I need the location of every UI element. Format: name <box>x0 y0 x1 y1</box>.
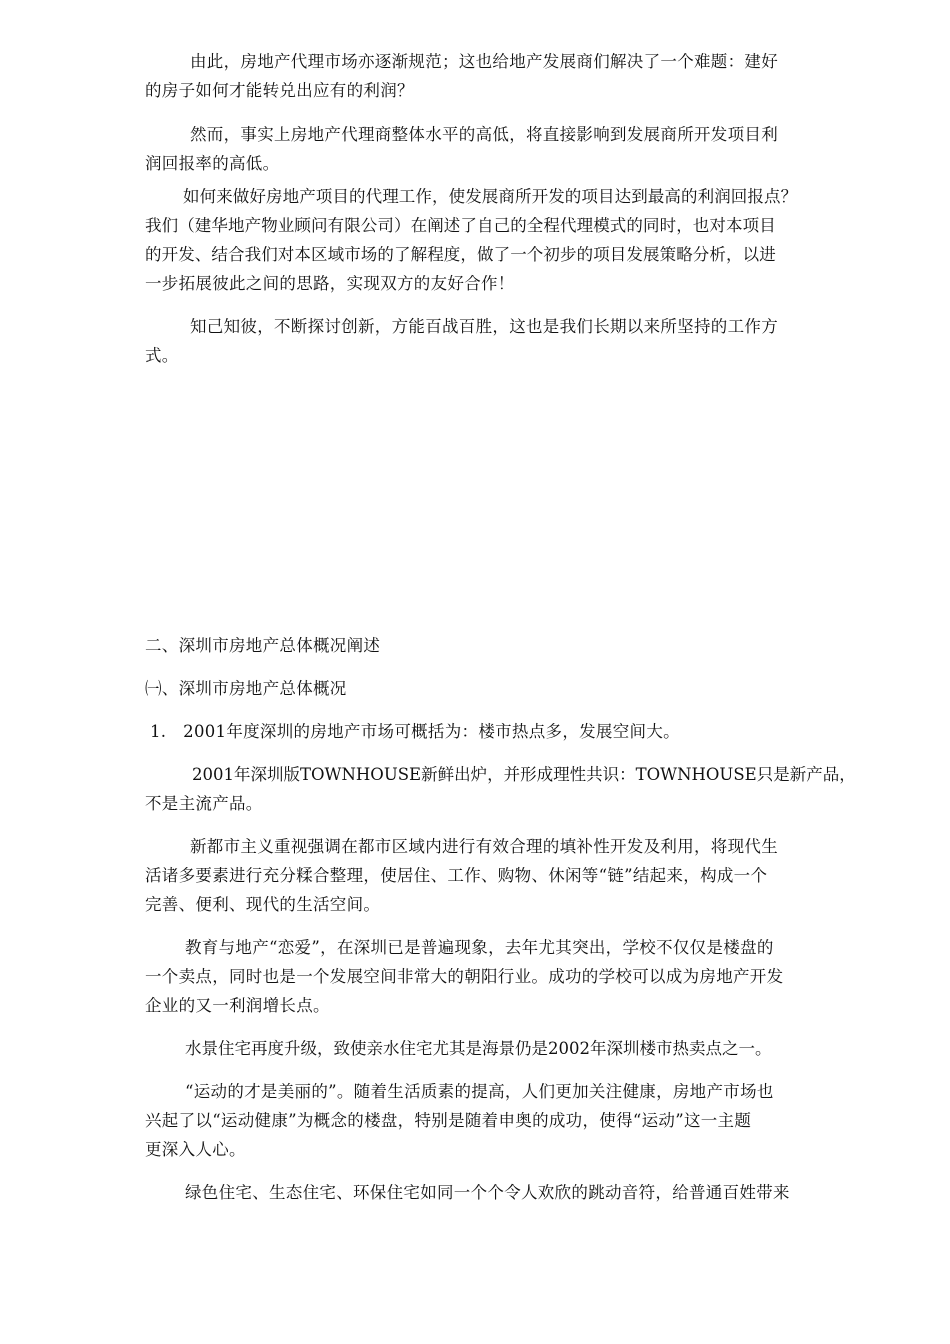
intro-paragraph-1-line-1: 由此，房地产代理市场亦逐渐规范；这也给地产发展商们解决了一个难题：建好 <box>190 52 778 71</box>
section-subheading: ㈠、深圳市房地产总体概况 <box>145 679 347 698</box>
townhouse-paragraph-line-2: 不是主流产品。 <box>145 794 263 813</box>
numbered-item-1: 1. 2001年度深圳的房地产市场可概括为：楼市热点多，发展空间大。 <box>150 722 680 741</box>
sports-paragraph-line-2: 兴起了以“运动健康”为概念的楼盘，特别是随着申奥的成功，使得“运动”这一主题 <box>145 1111 752 1130</box>
intro-paragraph-4-line-1: 知己知彼，不断探讨创新，方能百战百胜，这也是我们长期以来所坚持的工作方 <box>190 317 778 336</box>
section-heading: 二、深圳市房地产总体概况阐述 <box>145 636 381 655</box>
waterfront-paragraph: 水景住宅再度升级，致使亲水住宅尤其是海景仍是2002年深圳楼市热卖点之一。 <box>185 1039 772 1058</box>
urbanism-paragraph-line-1: 新都市主义重视强调在都市区域内进行有效合理的填补性开发及利用，将现代生 <box>190 837 778 856</box>
intro-paragraph-2-line-1: 然而，事实上房地产代理商整体水平的高低，将直接影响到发展商所开发项目利 <box>190 125 778 144</box>
education-paragraph-line-1: 教育与地产“恋爱”，在深圳已是普遍现象，去年尤其突出，学校不仅仅是楼盘的 <box>185 938 774 957</box>
urbanism-paragraph-line-3: 完善、便利、现代的生活空间。 <box>145 895 381 914</box>
intro-paragraph-3-line-2: 我们（建华地产物业顾问有限公司）在阐述了自己的全程代理模式的同时，也对本项目 <box>145 216 776 235</box>
intro-paragraph-1-line-2: 的房子如何才能转兑出应有的利润？ <box>145 81 414 100</box>
townhouse-paragraph-line-1: 2001年深圳版TOWNHOUSE新鲜出炉，并形成理性共识：TOWNHOUSE只是新产品， <box>192 765 856 784</box>
sports-paragraph-line-3: 更深入人心。 <box>145 1140 246 1159</box>
intro-paragraph-3-line-4: 一步拓展彼此之间的思路，实现双方的友好合作！ <box>145 274 515 293</box>
green-housing-paragraph-line-1: 绿色住宅、生态住宅、环保住宅如同一个个令人欢欣的跳动音符，给普通百姓带来 <box>185 1183 790 1202</box>
intro-paragraph-4-line-2: 式。 <box>145 346 179 365</box>
education-paragraph-line-3: 企业的又一利润增长点。 <box>145 996 330 1015</box>
urbanism-paragraph-line-2: 活诸多要素进行充分糅合整理，使居住、工作、购物、休闲等“链”结起来，构成一个 <box>145 866 768 885</box>
education-paragraph-line-2: 一个卖点，同时也是一个发展空间非常大的朝阳行业。成功的学校可以成为房地产开发 <box>145 967 784 986</box>
intro-paragraph-3-line-1: 如何来做好房地产项目的代理工作，使发展商所开发的项目达到最高的利润回报点？ <box>183 187 798 206</box>
sports-paragraph-line-1: “运动的才是美丽的”。随着生活质素的提高，人们更加关注健康，房地产市场也 <box>185 1082 774 1101</box>
intro-paragraph-2-line-2: 润回报率的高低。 <box>145 154 280 173</box>
intro-paragraph-3-line-3: 的开发、结合我们对本区域市场的了解程度，做了一个初步的项目发展策略分析，以进 <box>145 245 776 264</box>
